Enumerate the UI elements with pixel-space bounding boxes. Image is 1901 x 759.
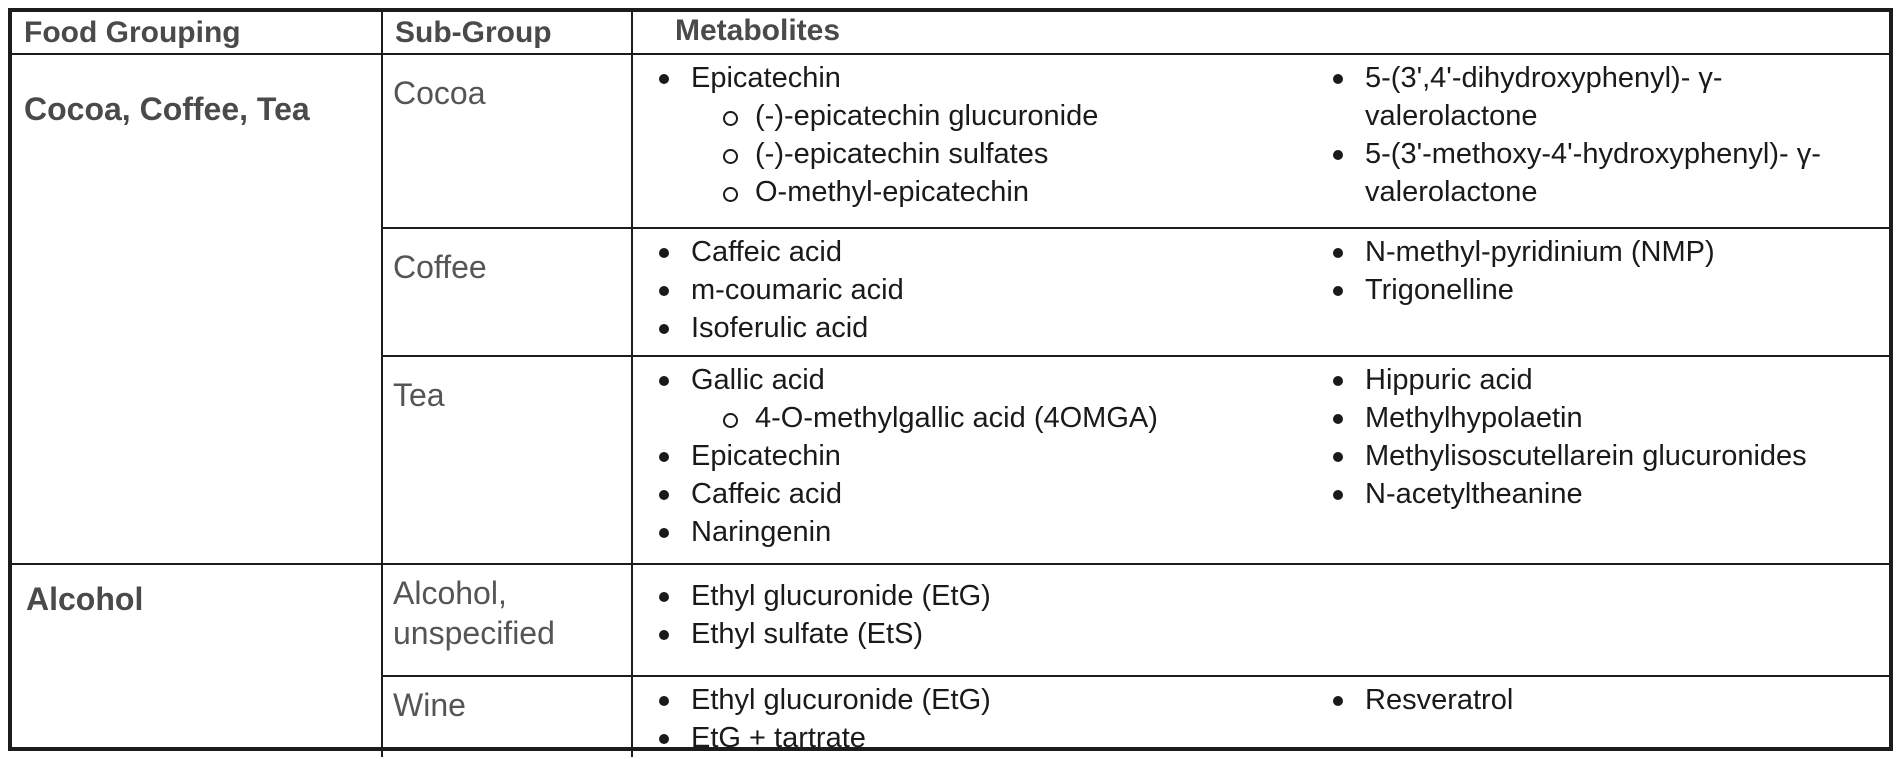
metabolite-item: Gallic acid — [645, 361, 1319, 399]
metabolites-alcohol-unspecified — [633, 565, 1889, 677]
metabolite-item: Ethyl sulfate (EtS) — [645, 615, 1319, 653]
metabolites-cocoa — [633, 55, 1889, 229]
group-alcohol: Alcohol — [12, 565, 383, 757]
metabolite-item: Epicatechin — [645, 437, 1319, 475]
subgroup-alcohol-unspecified — [383, 565, 633, 677]
metabolite-item: m-coumaric acid — [645, 271, 1319, 309]
metabolites-coffee — [633, 229, 1889, 357]
metabolite-item: Ethyl glucuronide (EtG) — [645, 681, 1319, 719]
metabolites-tea — [633, 357, 1889, 565]
metabolite-list — [645, 233, 1319, 347]
sub-metabolite-item: (-)-epicatechin sulfates — [645, 135, 1319, 173]
metabolite-item: Epicatechin — [645, 59, 1319, 97]
metabolite-list — [645, 361, 1319, 551]
metabolite-list — [1319, 361, 1889, 513]
metabolite-item: Hippuric acid — [1319, 361, 1889, 399]
header-metabolites: Metabolites — [633, 12, 1889, 55]
metabolite-list — [645, 577, 1319, 653]
metabolite-item: Ethyl glucuronide (EtG) — [645, 577, 1319, 615]
metabolite-item: Resveratrol — [1319, 681, 1889, 719]
subgroup-wine: Wine — [383, 677, 633, 757]
subgroup-coffee: Coffee — [383, 229, 633, 357]
sub-metabolite-item: 4-O-methylgallic acid (4OMGA) — [645, 399, 1319, 437]
group-cocoa-coffee-tea: Cocoa, Coffee, Tea — [12, 55, 383, 565]
metabolite-list — [1319, 233, 1889, 309]
metabolite-item: EtG + tartrate — [645, 719, 1319, 757]
metabolite-item: Caffeic acid — [645, 475, 1319, 513]
metabolite-item: Methylhypolaetin — [1319, 399, 1889, 437]
header-food-grouping: Food Grouping — [12, 12, 383, 55]
metabolite-item: Naringenin — [645, 513, 1319, 551]
metabolite-item: Trigonelline — [1319, 271, 1889, 309]
metabolite-list — [1319, 59, 1889, 211]
metabolite-item: 5-(3'-methoxy-4'-hydroxyphenyl)- γ-valerolactone — [1319, 135, 1889, 211]
metabolite-item: 5-(3',4'-dihydroxyphenyl)- γ-valerolactone — [1319, 59, 1889, 135]
subgroup-label-line1: Alcohol, — [393, 575, 507, 611]
metabolite-item: Caffeic acid — [645, 233, 1319, 271]
metabolites-wine — [633, 677, 1889, 757]
metabolite-list — [645, 681, 1319, 757]
subgroup-label-line2: unspecified — [393, 615, 555, 651]
metabolite-item: Isoferulic acid — [645, 309, 1319, 347]
sub-metabolite-item: O-methyl-epicatechin — [645, 173, 1319, 211]
metabolite-list — [1319, 681, 1889, 719]
metabolite-item: N-methyl-pyridinium (NMP) — [1319, 233, 1889, 271]
subgroup-cocoa: Cocoa — [383, 55, 633, 229]
metabolites-table — [8, 8, 1893, 754]
sub-metabolite-item: (-)-epicatechin glucuronide — [645, 97, 1319, 135]
metabolite-list — [645, 59, 1319, 211]
header-sub-group: Sub-Group — [383, 12, 633, 55]
metabolite-item: N-acetyltheanine — [1319, 475, 1889, 513]
metabolite-item: Methylisoscutellarein glucuronides — [1319, 437, 1889, 475]
subgroup-tea: Tea — [383, 357, 633, 565]
